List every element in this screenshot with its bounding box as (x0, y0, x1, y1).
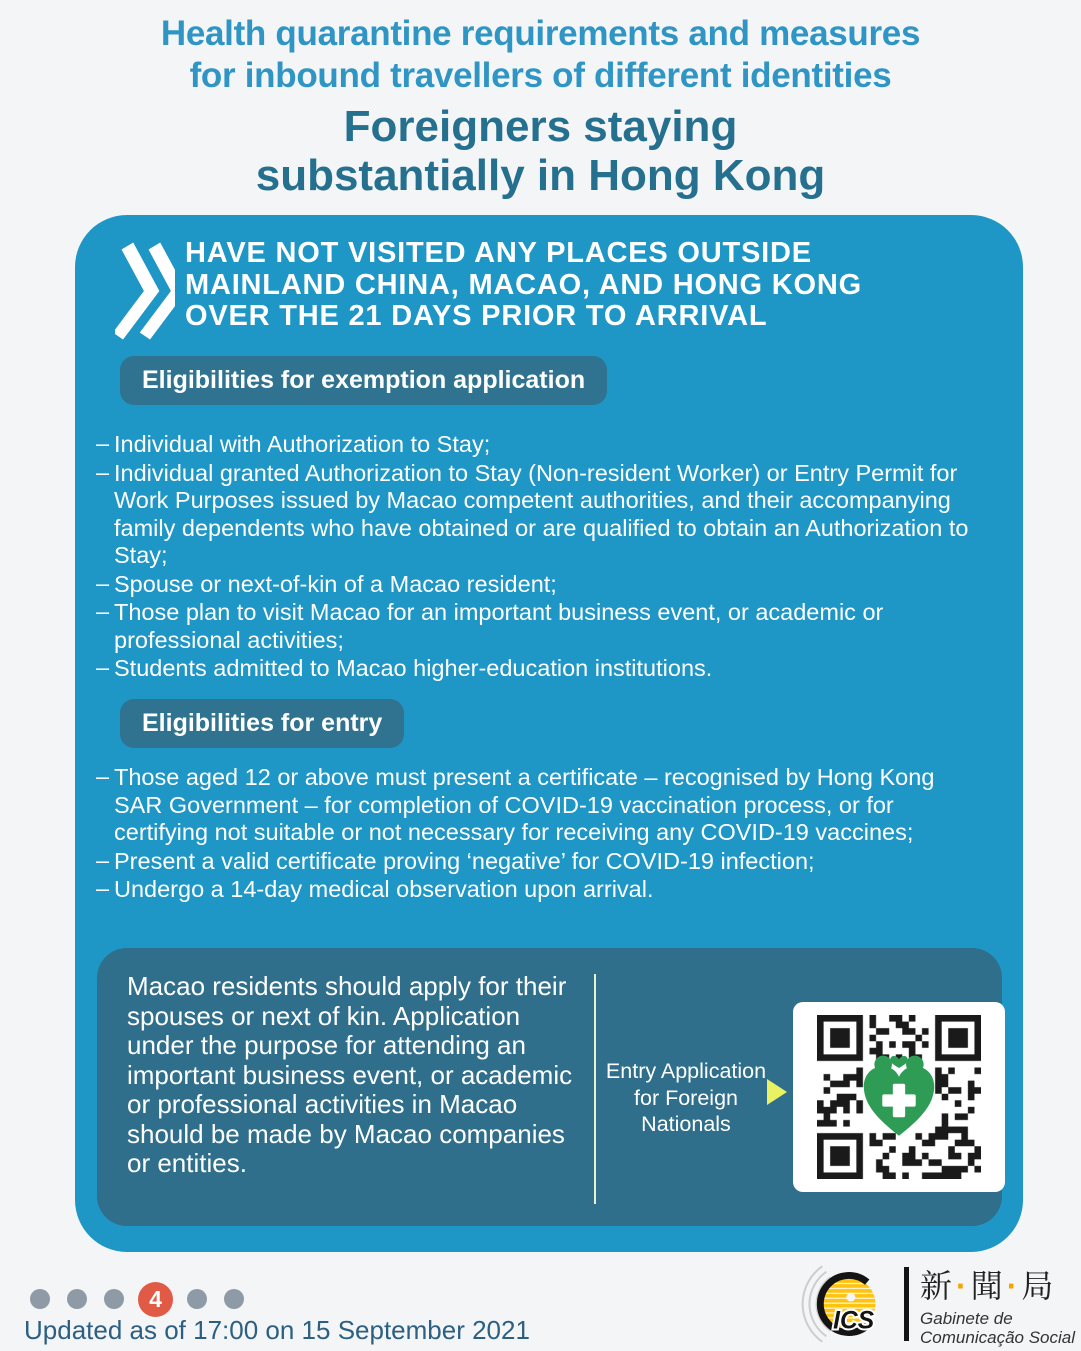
pagination-dot (187, 1289, 207, 1309)
list-item: – Individual with Authorization to Stay; (96, 431, 988, 459)
list-item: – Students admitted to Macao higher-education institutions. (96, 655, 988, 683)
logo-cn-char: 聞 · (971, 1268, 1022, 1304)
card-heading (185, 238, 862, 333)
info-card (75, 215, 1023, 1252)
updated-timestamp: Updated as of 17:00 on 15 September 2021 (24, 1315, 530, 1345)
logo-cn-char: 新 · (920, 1268, 971, 1304)
arrow-right-icon (767, 1079, 787, 1105)
health-heart-icon (855, 1053, 943, 1141)
logo-pt-line1: Gabinete de (920, 1308, 1013, 1328)
qr-label-line2: for Foreign (634, 1085, 738, 1110)
list-item: – Individual granted Authorization to Stay (Non-resident Worker) or Entry Permit for Work Purposes issued by Macao competent authorities, and their accompanying family dependents who have obtained or are qualified to obtain an Authorization to Stay; (96, 460, 988, 570)
logo-text (920, 1261, 1075, 1348)
list-item: – Those aged 12 or above must present a certificate – recognised by Hong Kong SAR Government – for completion of COVID-19 vaccination process, or for certifying not suitable or not necessary for receiving any COVID-19 vaccines; (96, 764, 988, 847)
page-title-line2: for inbound travellers of different identities (189, 56, 892, 95)
pagination-current-page: 4 (138, 1282, 173, 1317)
pagination-dot (30, 1289, 50, 1309)
qr-label (600, 1058, 772, 1138)
qr-code (793, 1002, 1005, 1192)
logo-chinese-name (920, 1261, 1075, 1307)
page-subtitle-line1: Foreigners staying (343, 102, 738, 151)
card-heading-line1: HAVE NOT VISITED ANY PLACES OUTSIDE (185, 237, 812, 269)
logo-portuguese-name (920, 1309, 1075, 1348)
logo-pt-line2: Comunicação Social (920, 1328, 1075, 1347)
qr-label-line3: Nationals (641, 1112, 731, 1136)
note-box (97, 948, 1002, 1226)
logo-divider (904, 1267, 909, 1341)
entry-list (96, 764, 988, 905)
double-chevron-icon (115, 240, 175, 342)
pagination-dot (224, 1289, 244, 1309)
note-text: Macao residents should apply for their spouses or next of kin. Application under the purpose for attending an important business event, or academic or professional activities in Macao should be made by Macao companies or entities. (127, 971, 573, 1178)
qr-label-line1: Entry Application (605, 1059, 767, 1083)
gcs-logo (784, 1258, 1075, 1350)
page-subtitle-line2: substantially in Hong Kong (255, 151, 826, 200)
gcs-acronym: ICS (833, 1307, 875, 1335)
page-title (0, 13, 1081, 97)
card-heading-line2: MAINLAND CHINA, MACAO, AND HONG KONG (185, 268, 862, 301)
card-heading-line3: OVER THE 21 DAYS PRIOR TO ARRIVAL (185, 300, 768, 332)
exemption-list (96, 431, 988, 684)
entry-badge: Eligibilities for entry (120, 699, 404, 748)
page-title-line1: Health quarantine requirements and measures (160, 14, 921, 53)
list-item: – Present a valid certificate proving ‘negative’ for COVID-19 infection; (96, 848, 988, 876)
list-item: – Spouse or next-of-kin of a Macao resident; (96, 571, 988, 599)
list-item: – Undergo a 14-day medical observation upon arrival. (96, 876, 988, 904)
logo-cn-char: 局 (1021, 1267, 1055, 1304)
exemption-badge: Eligibilities for exemption application (120, 356, 607, 405)
pagination-dot (104, 1289, 124, 1309)
vertical-divider (594, 974, 596, 1204)
page-subtitle (0, 102, 1081, 200)
pagination-dot (67, 1289, 87, 1309)
list-item: – Those plan to visit Macao for an important business event, or academic or professional activities; (96, 599, 988, 654)
pagination (30, 1281, 261, 1317)
gcs-logo-mark (784, 1258, 902, 1350)
